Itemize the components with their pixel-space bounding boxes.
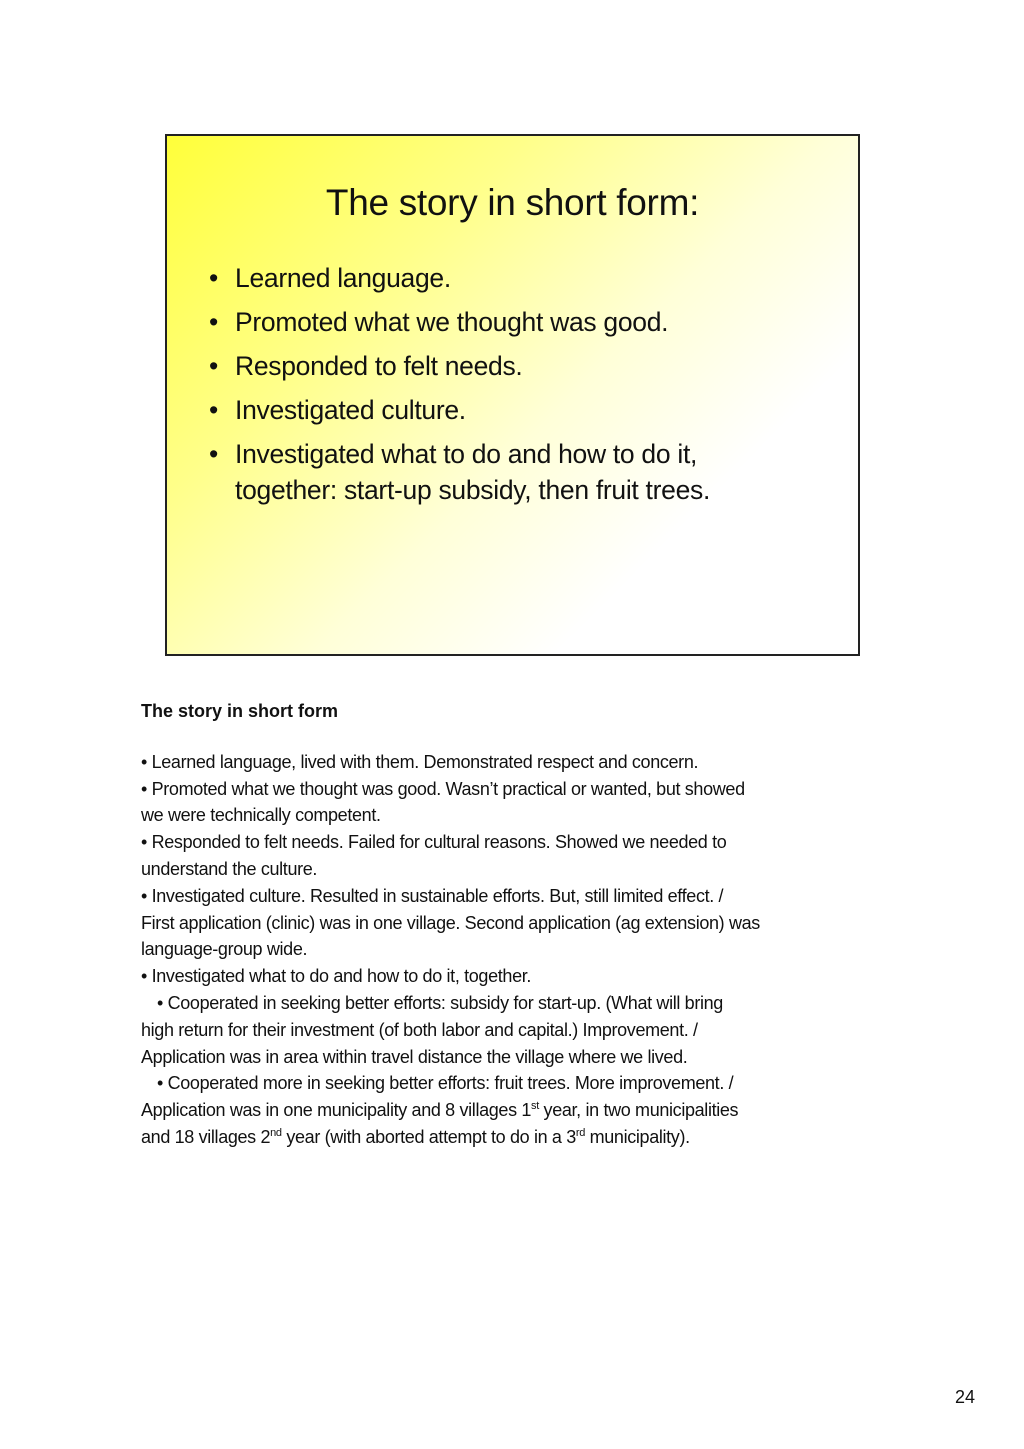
- superscript: st: [531, 1100, 539, 1113]
- text: year, in two municipalities: [538, 1100, 739, 1121]
- notes-line: First application (clinic) was in one village. Second application (ag extension) was: [141, 912, 760, 933]
- notes-heading: The story in short form: [141, 701, 339, 721]
- notes-line: • Investigated culture. Resulted in sustainable efforts. But, still limited effect. /: [141, 885, 724, 906]
- notes-line: Application was in area within travel distance the village where we lived.: [141, 1046, 688, 1067]
- notes-line: [141, 1124, 760, 1151]
- slide-bullet: • Learned language.: [209, 260, 710, 296]
- notes-line: understand the culture.: [141, 858, 318, 879]
- text: and 18 villages 2: [141, 1126, 271, 1147]
- slide-bullet-text: Investigated what to do and how to do it,: [235, 439, 698, 469]
- text: year (with aborted attempt to do in a 3: [281, 1126, 576, 1147]
- speaker-notes: [141, 698, 760, 1151]
- notes-line: language-group wide.: [141, 939, 308, 960]
- page-number: 24: [955, 1387, 976, 1407]
- slide-bullet: • Responded to felt needs.: [209, 348, 710, 384]
- slide-bullet: • Investigated culture.: [209, 392, 710, 428]
- slide-bullet: • Promoted what we thought was good.: [209, 304, 710, 340]
- notes-line: we were technically competent.: [141, 805, 381, 826]
- text: municipality).: [584, 1126, 690, 1147]
- slide-thumbnail: [165, 134, 860, 656]
- superscript: nd: [270, 1126, 282, 1139]
- slide-bullet: [209, 436, 710, 508]
- notes-line: • Promoted what we thought was good. Wasn’t practical or wanted, but showed: [141, 778, 745, 799]
- notes-line: • Cooperated more in seeking better efforts: fruit trees. More improvement. /: [157, 1073, 734, 1094]
- slide-bullet-list: [209, 260, 710, 508]
- notes-line: • Responded to felt needs. Failed for cultural reasons. Showed we needed to: [141, 832, 727, 853]
- slide-bullet-text-cont: together: start-up subsidy, then fruit trees.: [235, 475, 711, 505]
- notes-line: high return for their investment (of both labor and capital.) Improvement. /: [141, 1019, 698, 1040]
- superscript: rd: [575, 1126, 585, 1139]
- notes-line: • Investigated what to do and how to do it, together.: [141, 966, 532, 987]
- notes-line: [141, 1097, 760, 1124]
- text: Application was in one municipality and 8 villages 1: [141, 1100, 532, 1121]
- notes-line: • Cooperated in seeking better efforts: subsidy for start-up. (What will bring: [157, 992, 723, 1013]
- slide-title: The story in short form:: [325, 182, 700, 223]
- notes-line: • Learned language, lived with them. Demonstrated respect and concern.: [141, 751, 699, 772]
